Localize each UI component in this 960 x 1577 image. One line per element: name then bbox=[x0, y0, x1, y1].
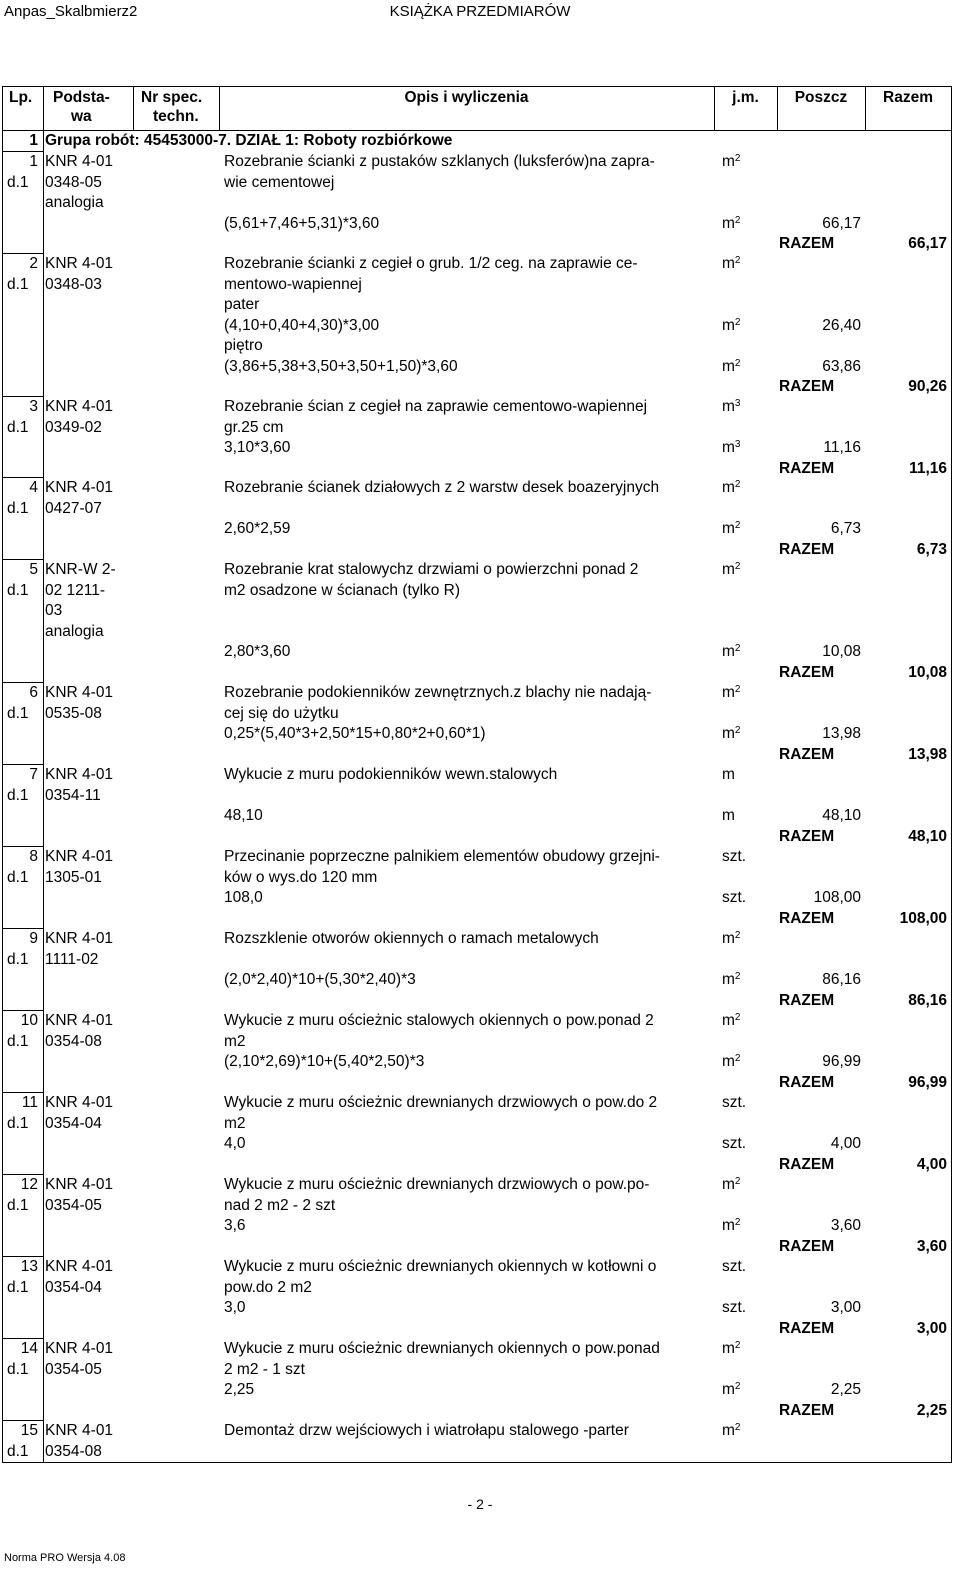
unit-exponent: 2 bbox=[734, 316, 741, 328]
unit-exponent: 2 bbox=[734, 561, 741, 572]
calc-unit bbox=[722, 1052, 740, 1072]
item-base-code: KNR 4-01 bbox=[45, 766, 114, 783]
calc-value: 2,25 bbox=[830, 1381, 861, 1398]
item-base-code: 0354-04 bbox=[45, 1114, 102, 1132]
page-number: - 2 - bbox=[467, 1496, 493, 1512]
unit-exponent: 2 bbox=[734, 255, 741, 266]
item-description: Wykucie z muru ościeżnic drewnianych drzwiowych o pow.po- bbox=[224, 1176, 650, 1193]
item-section: d.1 bbox=[7, 1360, 29, 1378]
razem-value: 2,25 bbox=[916, 1401, 947, 1419]
razem-label: RAZEM bbox=[779, 991, 835, 1009]
calc-unit bbox=[722, 724, 740, 744]
razem-label: RAZEM bbox=[779, 827, 835, 845]
cost-estimate-table bbox=[2, 86, 952, 1463]
item-section: d.1 bbox=[7, 499, 29, 517]
item-description: Wykucie z muru ościeżnic drewnianych okiennych o pow.ponad bbox=[224, 1340, 660, 1357]
item-description: m2 osadzone w ścianach (tylko R) bbox=[224, 581, 461, 599]
item-unit bbox=[722, 929, 740, 949]
unit-exponent: 2 bbox=[734, 971, 741, 982]
calc-value: 66,17 bbox=[822, 214, 861, 232]
unit-text: m bbox=[722, 807, 735, 824]
item-description: Rozebranie ścianki z pustaków szklanych (luksferów)na zapra- bbox=[224, 153, 655, 170]
calc-expression: (5,61+7,46+5,31)*3,60 bbox=[224, 214, 380, 232]
razem-value: 66,17 bbox=[908, 235, 947, 252]
item-section: d.1 bbox=[7, 1442, 29, 1460]
item-description: Rozszklenie otworów okiennych o ramach metalowych bbox=[224, 930, 599, 947]
unit-exponent: 2 bbox=[734, 153, 741, 164]
unit-exponent: 2 bbox=[734, 1053, 741, 1064]
item-unit bbox=[722, 152, 740, 172]
calc-unit bbox=[722, 642, 740, 662]
unit-text: m bbox=[722, 1176, 735, 1193]
group-number: 1 bbox=[29, 132, 38, 149]
calc-value: 108,00 bbox=[813, 889, 861, 906]
item-number: 4 bbox=[29, 479, 38, 496]
unit-text: m bbox=[722, 930, 735, 947]
razem-value: 108,00 bbox=[899, 909, 947, 927]
calc-value: 4,00 bbox=[830, 1135, 861, 1152]
item-number: 15 bbox=[20, 1422, 38, 1439]
unit-text: m bbox=[722, 766, 735, 783]
item-base-code: KNR 4-01 bbox=[45, 1422, 114, 1439]
unit-exponent: 2 bbox=[734, 725, 741, 736]
item-description: Przecinanie poprzeczne palnikiem elementów obudowy grzejni- bbox=[224, 848, 660, 865]
item-base-code: 03 bbox=[45, 602, 63, 619]
item-base-code: KNR 4-01 bbox=[45, 479, 114, 496]
item-description: Wykucie z muru podokienników wewn.stalowych bbox=[224, 766, 558, 783]
unit-exponent: 2 bbox=[734, 1422, 741, 1433]
item-unit bbox=[722, 1093, 746, 1113]
item-number: 10 bbox=[20, 1012, 38, 1029]
col-header-opis: Opis i wyliczenia bbox=[404, 89, 529, 106]
razem-value: 10,08 bbox=[908, 663, 947, 681]
item-section: d.1 bbox=[7, 173, 29, 191]
item-description: Demontaż drzw wejściowych i wiatrołapu stalowego -parter bbox=[224, 1422, 629, 1439]
item-section: d.1 bbox=[7, 275, 29, 293]
item-unit bbox=[722, 1339, 740, 1359]
item-number: 14 bbox=[20, 1340, 38, 1357]
calc-expression: 2,80*3,60 bbox=[224, 643, 291, 660]
item-base-code: analogia bbox=[45, 622, 104, 640]
razem-value: 11,16 bbox=[909, 459, 947, 477]
unit-text: m bbox=[722, 316, 735, 334]
unit-exponent: 2 bbox=[734, 357, 741, 369]
item-unit bbox=[722, 683, 740, 703]
calc-value: 13,98 bbox=[822, 725, 861, 742]
calc-unit bbox=[722, 214, 740, 234]
calc-value: 10,08 bbox=[822, 643, 861, 660]
col-header-nr-spec: Nr spec. bbox=[141, 89, 203, 106]
razem-value: 4,00 bbox=[916, 1155, 947, 1173]
item-section: d.1 bbox=[7, 950, 29, 968]
unit-text: m bbox=[722, 153, 735, 170]
item-base-code: KNR 4-01 bbox=[45, 1094, 114, 1111]
unit-text: szt. bbox=[722, 1094, 747, 1111]
item-description: ków o wys.do 120 mm bbox=[224, 868, 378, 886]
razem-value: 3,60 bbox=[916, 1237, 947, 1255]
unit-exponent: 2 bbox=[734, 1217, 741, 1228]
unit-text: szt. bbox=[722, 1135, 747, 1152]
item-base-code: KNR-W 2- bbox=[45, 561, 116, 578]
item-base-code: 0427-07 bbox=[45, 499, 102, 517]
razem-label: RAZEM bbox=[779, 540, 835, 558]
item-base-code: 0535-08 bbox=[45, 704, 102, 722]
item-unit bbox=[722, 1421, 740, 1441]
item-unit bbox=[722, 254, 740, 274]
item-number: 7 bbox=[29, 766, 38, 783]
calc-value: 96,99 bbox=[822, 1053, 861, 1070]
unit-exponent: 2 bbox=[734, 214, 741, 226]
item-base-code: 0354-04 bbox=[45, 1278, 102, 1296]
group-title: Grupa robót: 45453000-7. DZIAŁ 1: Roboty rozbiórkowe bbox=[45, 132, 453, 149]
calc-value: 3,00 bbox=[830, 1299, 861, 1316]
item-unit bbox=[722, 478, 740, 498]
unit-text: m bbox=[722, 357, 735, 375]
unit-text: m bbox=[722, 255, 735, 272]
unit-exponent: 3 bbox=[734, 398, 741, 409]
item-description: pow.do 2 m2 bbox=[224, 1278, 312, 1296]
item-unit bbox=[722, 397, 740, 417]
item-base-code: KNR 4-01 bbox=[45, 1258, 114, 1275]
item-unit bbox=[722, 847, 746, 867]
unit-exponent: 2 bbox=[734, 1012, 741, 1023]
unit-text: m bbox=[722, 643, 735, 660]
item-description: gr.25 cm bbox=[224, 418, 284, 436]
razem-label: RAZEM bbox=[779, 663, 835, 681]
calc-unit bbox=[722, 1216, 740, 1236]
unit-text: m bbox=[722, 479, 735, 496]
item-description: Rozebranie ścianki z cegieł o grub. 1/2 ceg. na zaprawie ce- bbox=[224, 255, 638, 272]
razem-label: RAZEM bbox=[779, 1319, 835, 1337]
item-section: d.1 bbox=[7, 418, 29, 436]
razem-value: 96,99 bbox=[908, 1073, 947, 1091]
item-number: 12 bbox=[20, 1176, 38, 1193]
razem-value: 90,26 bbox=[908, 378, 947, 395]
item-description: mentowo-wapiennej bbox=[224, 275, 362, 293]
item-base-code: 0348-05 bbox=[45, 173, 102, 191]
razem-label: RAZEM bbox=[779, 235, 835, 252]
item-description: Rozebranie krat stalowychz drzwiami o powierzchni ponad 2 bbox=[224, 561, 639, 578]
item-section: d.1 bbox=[7, 704, 29, 722]
calc-expression: 48,10 bbox=[224, 807, 263, 824]
unit-text: m bbox=[722, 398, 735, 415]
unit-text: m bbox=[722, 439, 735, 456]
unit-text: m bbox=[722, 684, 735, 701]
item-description: cej się do użytku bbox=[224, 704, 339, 722]
item-base-code: analogia bbox=[45, 194, 104, 211]
col-header-nr-spec-line2: techn. bbox=[153, 108, 199, 125]
item-base-code: KNR 4-01 bbox=[45, 1176, 114, 1193]
item-number: 3 bbox=[29, 398, 38, 415]
unit-exponent: 2 bbox=[734, 1340, 741, 1351]
item-base-code: 0354-05 bbox=[45, 1196, 102, 1214]
calc-value: 48,10 bbox=[822, 807, 861, 824]
razem-label: RAZEM bbox=[779, 1155, 835, 1173]
unit-exponent: 2 bbox=[734, 684, 741, 695]
calc-expression: 108,0 bbox=[224, 889, 263, 906]
unit-text: m bbox=[722, 971, 735, 988]
calc-unit bbox=[722, 438, 740, 458]
unit-text: m bbox=[722, 1340, 735, 1357]
calc-unit bbox=[722, 316, 740, 336]
item-base-code: KNR 4-01 bbox=[45, 1340, 114, 1357]
item-section: d.1 bbox=[7, 1196, 29, 1214]
calc-expression: (4,10+0,40+4,30)*3,00 bbox=[224, 316, 380, 334]
item-description: nad 2 m2 - 2 szt bbox=[224, 1196, 336, 1214]
razem-value: 6,73 bbox=[916, 540, 947, 558]
calc-expression: (2,10*2,69)*10+(5,40*2,50)*3 bbox=[224, 1053, 425, 1070]
unit-text: m bbox=[722, 1217, 735, 1234]
col-header-lp: Lp. bbox=[9, 89, 33, 106]
unit-exponent: 2 bbox=[734, 643, 741, 654]
item-base-code: 1305-01 bbox=[45, 868, 102, 886]
razem-label: RAZEM bbox=[779, 909, 835, 927]
item-description: Wykucie z muru ościeżnic drewnianych drzwiowych o pow.do 2 bbox=[224, 1094, 658, 1111]
calc-value: 86,16 bbox=[822, 971, 861, 988]
item-description: m2 bbox=[224, 1032, 246, 1050]
unit-text: m bbox=[722, 725, 735, 742]
item-description: m2 bbox=[224, 1114, 246, 1132]
calc-expression: (3,86+5,38+3,50+3,50+1,50)*3,60 bbox=[224, 357, 458, 375]
calc-value: 63,86 bbox=[822, 357, 861, 375]
calc-unit bbox=[722, 1134, 746, 1154]
col-header-podstawa-line2: wa bbox=[71, 108, 92, 125]
col-header-poszcz: Poszcz bbox=[794, 89, 848, 106]
calc-unit bbox=[722, 888, 746, 908]
razem-label: RAZEM bbox=[779, 1073, 835, 1091]
item-description: Wykucie z muru ościeżnic drewnianych okiennych w kotłowni o bbox=[224, 1258, 657, 1275]
unit-text: m bbox=[722, 520, 735, 537]
item-base-code: 0349-02 bbox=[45, 418, 102, 436]
unit-exponent: 2 bbox=[734, 520, 741, 531]
item-number: 13 bbox=[20, 1258, 38, 1275]
unit-text: m bbox=[722, 1381, 735, 1398]
footer-software: Norma PRO Wersja 4.08 bbox=[4, 1552, 126, 1564]
unit-exponent: 2 bbox=[734, 1381, 741, 1392]
col-header-jm: j.m. bbox=[732, 89, 759, 106]
razem-label: RAZEM bbox=[779, 1401, 835, 1419]
item-base-code: 0354-05 bbox=[45, 1360, 102, 1378]
calc-expression: pater bbox=[224, 296, 260, 313]
item-base-code: KNR 4-01 bbox=[45, 255, 114, 272]
razem-label: RAZEM bbox=[779, 378, 835, 395]
unit-text: szt. bbox=[722, 1258, 747, 1275]
item-unit bbox=[722, 1257, 746, 1277]
unit-text: szt. bbox=[722, 1299, 747, 1316]
item-number: 1 bbox=[29, 153, 38, 170]
razem-value: 13,98 bbox=[908, 745, 947, 763]
item-base-code: KNR 4-01 bbox=[45, 848, 114, 865]
item-base-code: KNR 4-01 bbox=[45, 398, 114, 415]
item-section: d.1 bbox=[7, 786, 29, 804]
razem-value: 48,10 bbox=[908, 827, 947, 845]
calc-value: 6,73 bbox=[830, 520, 861, 537]
col-header-podstawa: Podsta- bbox=[53, 89, 110, 106]
header-document-title: KSIĄŻKA PRZEDMIARÓW bbox=[389, 3, 571, 20]
item-description: wie cementowej bbox=[224, 173, 335, 191]
calc-expression: 3,10*3,60 bbox=[224, 439, 291, 456]
item-unit bbox=[722, 765, 735, 785]
item-base-code: KNR 4-01 bbox=[45, 153, 114, 170]
item-section: d.1 bbox=[7, 1032, 29, 1050]
item-base-code: 0354-08 bbox=[45, 1442, 102, 1460]
calc-expression: (2,0*2,40)*10+(5,30*2,40)*3 bbox=[224, 971, 416, 988]
item-description: Rozebranie podokienników zewnętrznych.z blachy nie nadają- bbox=[224, 684, 652, 701]
calc-expression: 3,0 bbox=[224, 1299, 246, 1316]
razem-label: RAZEM bbox=[779, 459, 835, 477]
calc-unit bbox=[722, 1380, 740, 1400]
item-description: Rozebranie ścianek działowych z 2 warstw desek boazeryjnych bbox=[224, 479, 660, 496]
unit-text: m bbox=[722, 214, 735, 232]
item-number: 11 bbox=[21, 1094, 38, 1111]
razem-label: RAZEM bbox=[779, 745, 835, 763]
calc-expression: piętro bbox=[224, 337, 263, 354]
calc-unit bbox=[722, 519, 740, 539]
unit-text: szt. bbox=[722, 848, 747, 865]
item-number: 8 bbox=[29, 848, 38, 865]
item-number: 6 bbox=[29, 684, 38, 701]
item-base-code: 1111-02 bbox=[45, 950, 99, 968]
col-header-razem: Razem bbox=[883, 89, 933, 106]
item-number: 5 bbox=[29, 561, 38, 578]
razem-label: RAZEM bbox=[779, 1237, 835, 1255]
calc-expression: 2,25 bbox=[224, 1381, 255, 1398]
unit-text: m bbox=[722, 561, 735, 578]
unit-exponent: 2 bbox=[734, 1176, 741, 1187]
calc-expression: 0,25*(5,40*3+2,50*15+0,80*2+0,60*1) bbox=[224, 725, 486, 742]
item-section: d.1 bbox=[7, 1278, 29, 1296]
calc-unit bbox=[722, 970, 740, 990]
item-description: Wykucie z muru ościeżnic stalowych okiennych o pow.ponad 2 bbox=[224, 1012, 654, 1029]
item-section: d.1 bbox=[7, 1114, 29, 1132]
unit-text: szt. bbox=[722, 889, 747, 906]
unit-text: m bbox=[722, 1012, 735, 1029]
item-base-code: 0354-11 bbox=[45, 786, 101, 804]
razem-value: 86,16 bbox=[908, 991, 947, 1009]
calc-unit bbox=[722, 357, 740, 377]
item-number: 2 bbox=[29, 255, 38, 272]
calc-value: 11,16 bbox=[823, 439, 861, 456]
unit-exponent: 3 bbox=[734, 439, 741, 450]
item-description: 2 m2 - 1 szt bbox=[224, 1360, 305, 1378]
calc-unit bbox=[722, 1298, 746, 1318]
unit-text: m bbox=[722, 1422, 735, 1439]
item-base-code: KNR 4-01 bbox=[45, 684, 114, 701]
calc-value: 3,60 bbox=[830, 1217, 861, 1234]
unit-exponent: 2 bbox=[734, 479, 741, 490]
unit-exponent: 2 bbox=[734, 930, 741, 941]
calc-value: 26,40 bbox=[822, 316, 861, 334]
item-base-code: 02 1211- bbox=[45, 581, 106, 599]
item-base-code: KNR 4-01 bbox=[45, 930, 114, 947]
item-base-code: 0354-08 bbox=[45, 1032, 102, 1050]
calc-expression: 2,60*2,59 bbox=[224, 520, 291, 537]
item-section: d.1 bbox=[7, 581, 29, 599]
calc-expression: 4,0 bbox=[224, 1135, 246, 1152]
item-unit bbox=[722, 1175, 740, 1195]
header-file-name: Anpas_Skalbmierz2 bbox=[4, 3, 138, 20]
calc-expression: 3,6 bbox=[224, 1217, 246, 1234]
item-number: 9 bbox=[29, 930, 38, 947]
item-unit bbox=[722, 1011, 740, 1031]
item-base-code: 0348-03 bbox=[45, 275, 102, 293]
item-description: Rozebranie ścian z cegieł na zaprawie cementowo-wapiennej bbox=[224, 398, 648, 415]
item-unit bbox=[722, 560, 740, 580]
unit-text: m bbox=[722, 1053, 735, 1070]
razem-value: 3,00 bbox=[916, 1319, 947, 1337]
calc-unit bbox=[722, 806, 735, 826]
item-section: d.1 bbox=[7, 868, 29, 886]
item-base-code: KNR 4-01 bbox=[45, 1012, 114, 1029]
